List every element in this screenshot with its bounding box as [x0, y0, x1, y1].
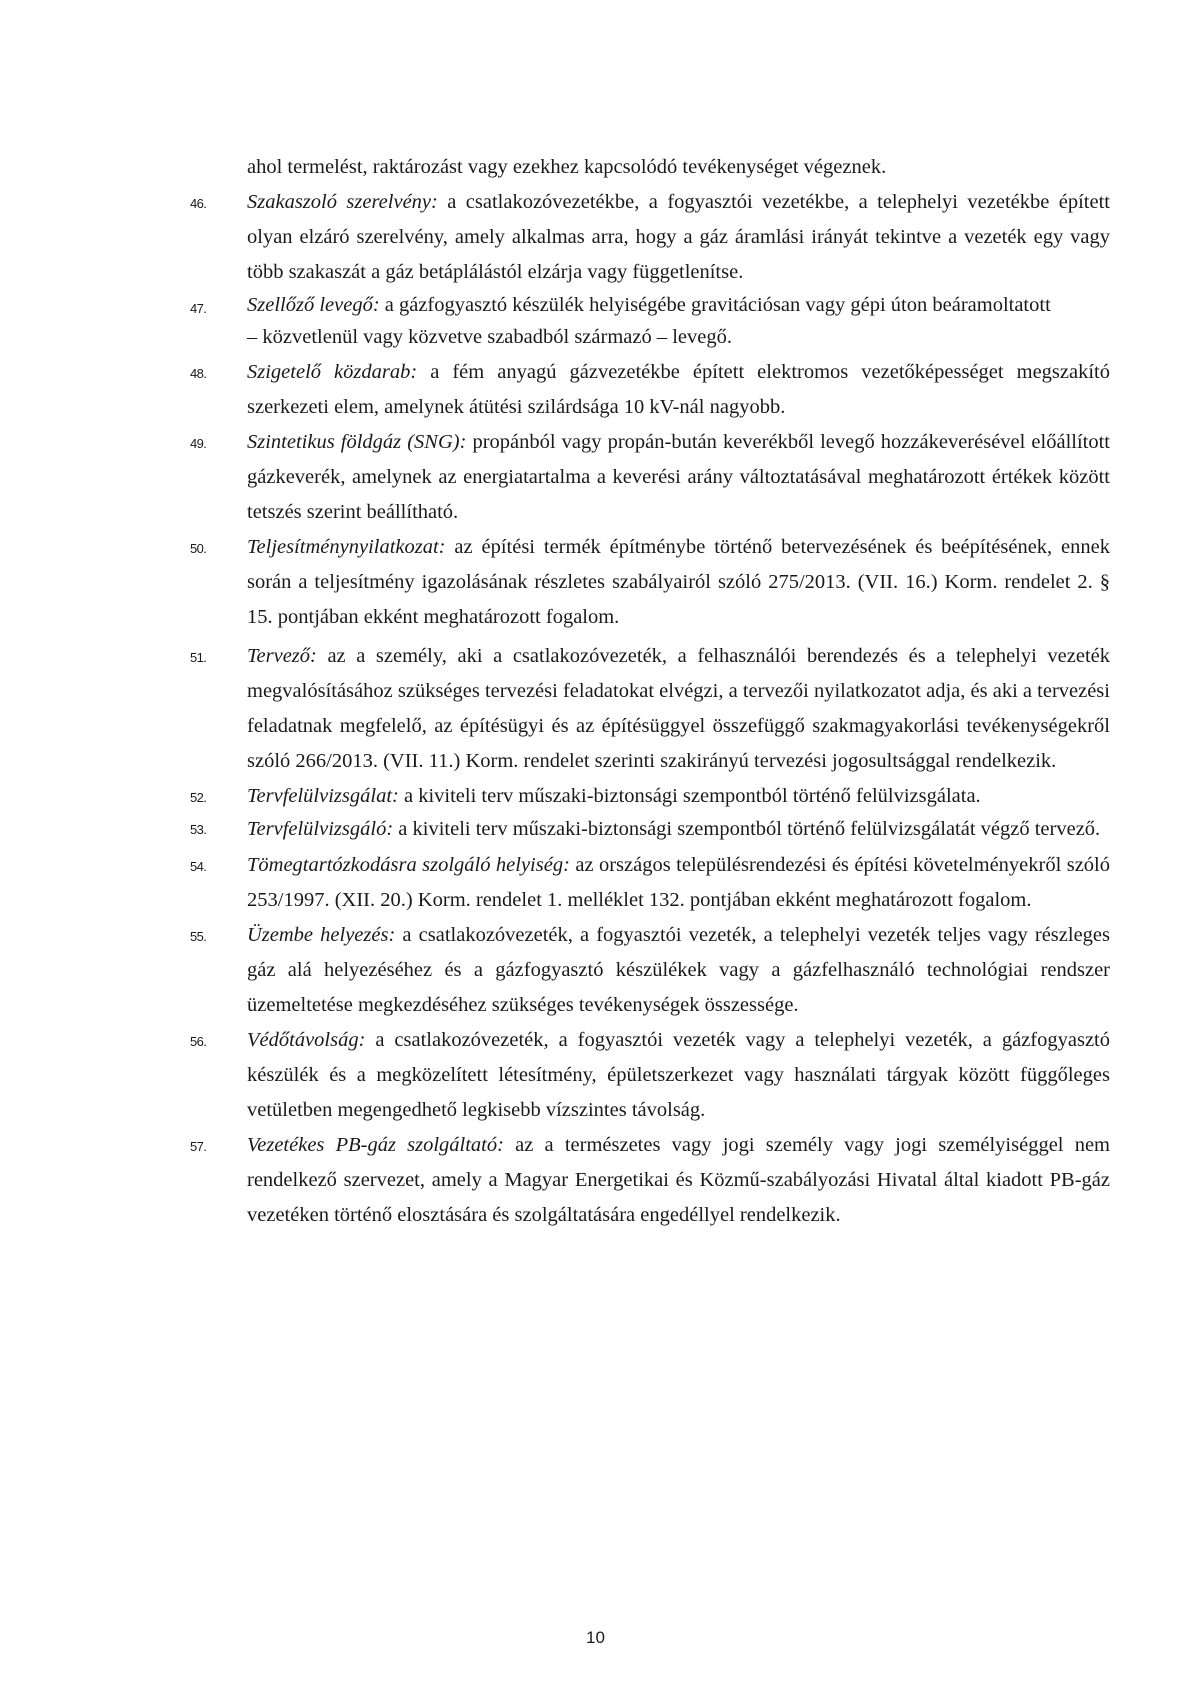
- definition-term: Szigetelő közdarab:: [247, 361, 418, 383]
- definition-text: az a személy, aki a csatlakozóvezeték, a felhasználói berendezés és a telephelyi vezeték megvalósításához szükséges tervezési feladatokat elvégzi, a tervezői nyilatkozatot adja, és aki a tervezési feladatnak megfelelő, az építésügyi és az építésüggyel összefüggő szakmagyakorlási tevékenységekről szóló 266/2013. (VII. 11.) Korm. rendelet szerinti szakirányú tervezési jogosultsággal rendelkezik.: [247, 645, 1110, 772]
- definition-52: [190, 779, 1110, 814]
- definition-term: Szellőző levegő:: [247, 294, 380, 316]
- item-number: 55.: [190, 929, 207, 944]
- definition-term: Tervező:: [247, 645, 317, 667]
- definition-term: Vezetékes PB-gáz szolgáltató:: [247, 1134, 504, 1156]
- item-number: 57.: [190, 1139, 207, 1154]
- item-number: 48.: [190, 366, 207, 381]
- item-number: 54.: [190, 859, 207, 874]
- item-number: 47.: [190, 301, 207, 316]
- page-number: 10: [586, 1628, 605, 1647]
- definition-56: [190, 1023, 1110, 1128]
- definition-text: propánból vagy propán-bután keverékből levegő hozzákeverésével előállított gázkeverék, amelynek az energiatartalma a keverési arány változtatásával meghatározott értékek között tetszés szerint beállítható.: [247, 431, 1110, 523]
- definition-text: a kiviteli terv műszaki-biztonsági szempontból történő felülvizsgálata.: [398, 785, 981, 807]
- definition-text: a fém anyagú gázvezetékbe épített elektromos vezetőképességet megszakító szerkezeti elem, amelynek átütési szilárdsága 10 kV-nál nagyobb.: [247, 361, 1110, 418]
- definition-55: [190, 918, 1110, 1023]
- definition-term: Védőtávolság:: [247, 1029, 366, 1051]
- definition-text-continued: – közvetlenül vagy közvetve szabadból származó – levegő.: [247, 326, 732, 348]
- item-number: 53.: [190, 822, 207, 837]
- definition-text: a kiviteli terv műszaki-biztonsági szempontból történő felülvizsgálatát végző tervező.: [393, 818, 1101, 840]
- item-number: 50.: [190, 541, 207, 556]
- definition-term: Szintetikus földgáz (SNG):: [247, 431, 467, 453]
- definition-text: a csatlakozóvezeték, a fogyasztói vezeték vagy a telephelyi vezeték, a gázfogyasztó készülék és a megközelített létesítmény, épületszerkezet vagy használati tárgyak között függőleges vetületben megengedhető legkisebb vízszintes távolság.: [247, 1029, 1110, 1121]
- item-number: 51.: [190, 650, 207, 665]
- definition-46: [190, 185, 1110, 290]
- definition-51: [190, 639, 1110, 779]
- definition-48: [190, 355, 1110, 425]
- item-number: 49.: [190, 436, 207, 451]
- definition-49: [190, 425, 1110, 530]
- definition-text: az építési termék építménybe történő betervezésének és beépítésének, ennek során a teljesítmény igazolásának részletes szabályairól szóló 275/2013. (VII. 16.) Korm. rendelet 2. § 15. pontjában ekként meghatározott fogalom.: [247, 536, 1110, 628]
- definition-term: Tervfelülvizsgáló:: [247, 818, 394, 840]
- definition-47: [190, 290, 1110, 355]
- item-number: 56.: [190, 1034, 207, 1049]
- definition-text: az a természetes vagy jogi személy vagy jogi személyiséggel nem rendelkező szervezet, amely a Magyar Energetikai és Közmű-szabályozási Hivatal által kiadott PB-gáz vezetéken történő elosztására és szolgáltatására engedéllyel rendelkezik.: [247, 1134, 1110, 1226]
- definition-text: a csatlakozóvezetékbe, a fogyasztói vezetékbe, a telephelyi vezetékbe épített olyan elzáró szerelvény, amely alkalmas arra, hogy a gáz áramlási irányát tekintve a vezeték egy vagy több szakaszát a gáz betáplálástól elzárja vagy függetlenítse.: [247, 191, 1110, 283]
- definition-50: [190, 530, 1110, 635]
- definition-text: a csatlakozóvezeték, a fogyasztói vezeték, a telephelyi vezeték teljes vagy részleges gáz alá helyezéséhez és a gázfogyasztó készülékek vagy a gázfelhasználó technológiai rendszer üzemeltetése megkezdéséhez szükséges tevékenységek összessége.: [247, 924, 1110, 1016]
- definitions-list: [190, 150, 1110, 1233]
- definition-term: Tömegtartózkodásra szolgáló helyiség:: [247, 854, 570, 876]
- definition-term: Tervfelülvizsgálat:: [247, 785, 399, 807]
- definition-54: [190, 848, 1110, 918]
- definition-term: Üzembe helyezés:: [247, 924, 396, 946]
- intro-text: ahol termelést, raktározást vagy ezekhez kapcsolódó tevékenységet végeznek.: [247, 156, 887, 178]
- intro-continuation: [190, 150, 1110, 185]
- item-number: 52.: [190, 790, 207, 805]
- item-number: 46.: [190, 196, 207, 211]
- definition-term: Szakaszoló szerelvény:: [247, 191, 438, 213]
- definition-57: [190, 1128, 1110, 1233]
- definition-text: a gázfogyasztó készülék helyiségébe gravitációsan vagy gépi úton beáramoltatott: [379, 294, 1051, 316]
- definition-text: az országos településrendezési és építési követelményekről szóló 253/1997. (XII. 20.) Korm. rendelet 1. melléklet 132. pontjában ekként meghatározott fogalom.: [247, 854, 1110, 911]
- definition-53: [190, 814, 1110, 844]
- definition-term: Teljesítménynyilatkozat:: [247, 536, 446, 558]
